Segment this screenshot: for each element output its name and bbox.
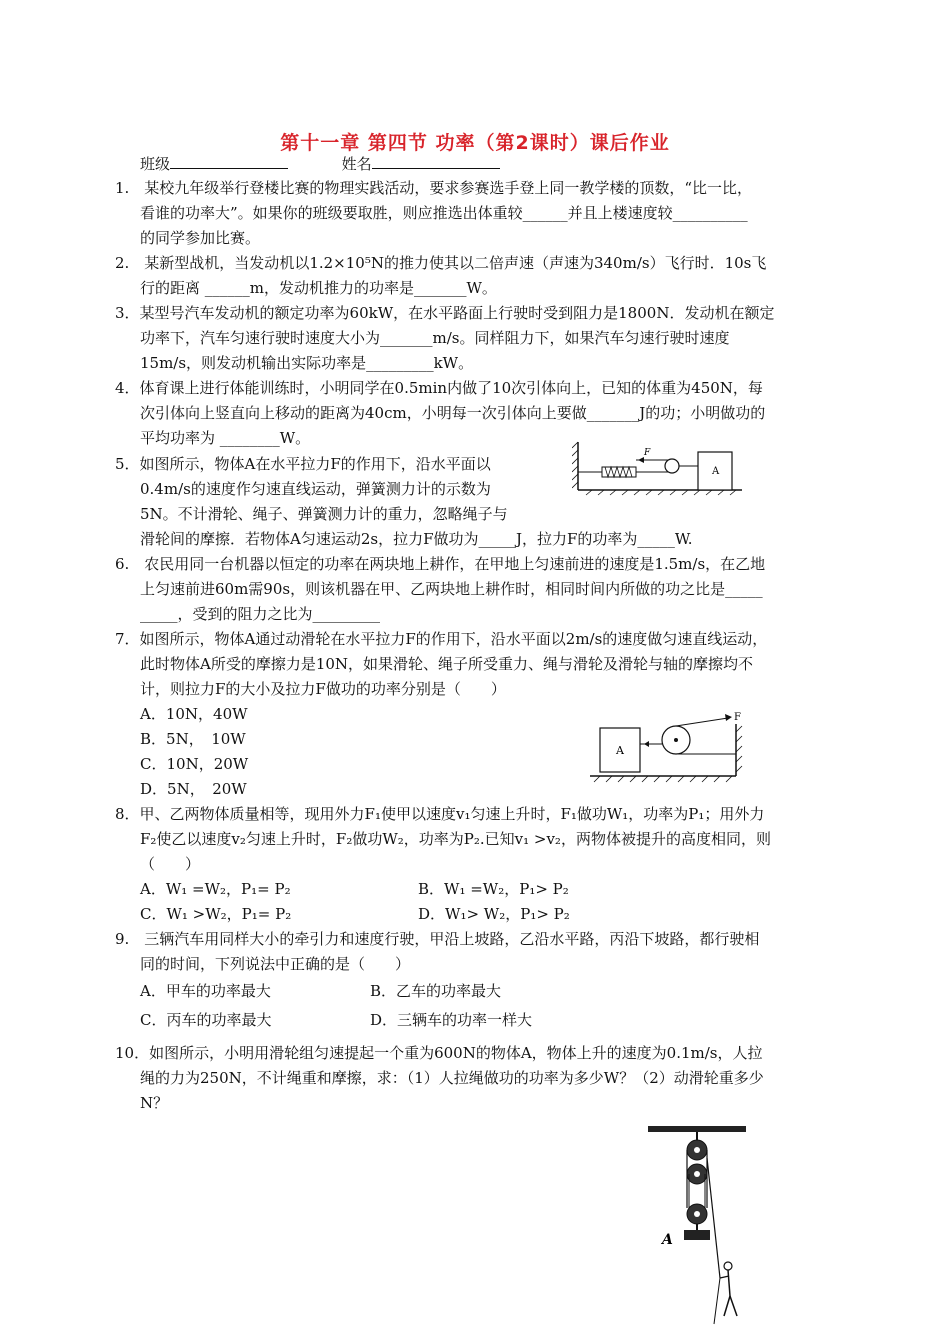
- q7-option-a[interactable]: A．10N，40W: [140, 705, 248, 723]
- page-title: 第十一章 第四节 功率（第2课时）课后作业: [280, 132, 670, 154]
- q8-line2: F₂使乙以速度v₂匀速上升时，F₂做功W₂，功率为P₂.已知v₁ >v₂，两物体被提升的高度相同，则: [140, 830, 771, 848]
- q7-line3: 计，则拉力F的大小及拉力F做功的功率分别是（ ）: [140, 680, 506, 698]
- q1-line1: 1. 某校九年级举行登楼比赛的物理实践活动，要求参赛选手登上同一教学楼的顶数，“比一比，: [115, 179, 752, 197]
- q5-line1: 5．如图所示，物体A在水平拉力F的作用下，沿水平面以: [115, 455, 491, 473]
- q8-option-b[interactable]: B．W₁ =W₂，P₁> P₂: [418, 880, 569, 898]
- movable-pulley-axle: [694, 1211, 700, 1217]
- name-blank[interactable]: [372, 154, 500, 169]
- fixed-pulley-top-axle: [694, 1147, 700, 1153]
- ceiling-beam: [648, 1126, 746, 1132]
- q3-line3: 15m/s，则发动机输出实际功率是_________kW。: [140, 354, 474, 372]
- load-a: [684, 1230, 710, 1240]
- fig-label-a: A: [616, 744, 624, 757]
- person-leg-right: [730, 1296, 737, 1316]
- q10-line3: N？: [140, 1094, 169, 1112]
- q4-line2: 次引体向上竖直向上移动的距离为40cm，小明每一次引体向上要做_______J的功；小明做功的: [140, 404, 766, 422]
- name-label: 姓名: [341, 155, 372, 173]
- q4-line3: 平均功率为 ________W。: [140, 429, 311, 447]
- q9-option-c[interactable]: C．丙车的功率最大: [140, 1011, 272, 1029]
- q9-option-a[interactable]: A．甲车的功率最大: [140, 982, 271, 1000]
- pulley: [665, 459, 679, 473]
- person-body: [728, 1270, 730, 1296]
- q9-line2: 同的时间，下列说法中正确的是（ ）: [140, 955, 411, 973]
- q2-line1: 2. 某新型战机，当发动机以1.2×10⁵N的推力使其以二倍声速（声速为340m/s）飞行时．10s飞: [115, 254, 767, 272]
- class-blank[interactable]: [170, 154, 288, 169]
- q6-line1: 6. 农民用同一台机器以恒定的功率在两块地上耕作，在甲地上匀速前进的速度是1.5m/s，在乙地: [115, 555, 766, 573]
- person-arm: [720, 1276, 729, 1278]
- q8-option-a[interactable]: A．W₁ =W₂，P₁= P₂: [140, 880, 291, 898]
- q7-line2: 此时物体A所受的摩擦力是10N，如果滑轮、绳子所受重力、绳与滑轮及滑轮与轴的摩擦均不: [140, 655, 754, 673]
- q7-option-c[interactable]: C．10N，20W: [140, 755, 249, 773]
- q8-line1: 8．甲、乙两物体质量相等，现用外力F₁使甲以速度v₁匀速上升时，F₁做功W₁，功率为P₁；用外力: [115, 805, 765, 823]
- wall-hatch: [572, 442, 578, 488]
- q5-line3: 5N。不计滑轮、绳子、弹簧测力计的重力，忽略绳子与: [140, 505, 508, 523]
- q3-line2: 功率下，汽车匀速行驶时速度大小为_______m/s。同样阻力下，如果汽车匀速行驶时速度: [140, 329, 730, 347]
- spring-pulley-figure: [572, 440, 747, 496]
- q4-line1: 4．体育课上进行体能训练时，小明同学在0.5min内做了10次引体向上，已知的体重为450N，每: [115, 379, 763, 397]
- q6-line3: _____，受到的阻力之比为_________: [140, 605, 381, 623]
- q6-line2: 上匀速前进60m需90s，则该机器在甲、乙两块地上耕作时，相同时间内所做的功之比是_____: [140, 580, 763, 598]
- q1-line3: 的同学参加比赛。: [140, 229, 261, 247]
- q9-line1: 9. 三辆汽车用同样大小的牵引力和速度行驶，甲沿上坡路，乙沿水平路，丙沿下坡路，都行驶相: [115, 930, 760, 948]
- q9-option-d[interactable]: D．三辆车的功率一样大: [370, 1011, 533, 1029]
- q7-line1: 7．如图所示，物体A通过动滑轮在水平拉力F的作用下，沿水平面以2m/s的速度做匀速直线运动，: [115, 630, 768, 648]
- q1-line2: 看谁的功率大”。如果你的班级要取胜，则应推选出体重较______并且上楼速度较__________: [140, 204, 748, 222]
- ground-hatch: [594, 776, 732, 782]
- rope-end: [714, 1278, 720, 1324]
- q5-line2: 0.4m/s的速度作匀速直线运动，弹簧测力计的示数为: [140, 480, 491, 498]
- q7-option-d[interactable]: D．5N， 20W: [140, 780, 247, 798]
- friction-arrowhead: [644, 741, 649, 747]
- class-label: 班级: [140, 155, 171, 173]
- q8-option-c[interactable]: C．W₁ >W₂，P₁= P₂: [140, 905, 292, 923]
- q2-line2: 行的距离 ______m，发动机推力的功率是_______W。: [140, 279, 497, 297]
- pulley-block-figure: [640, 1118, 752, 1334]
- q10-line2: 绳的力为250N，不计绳重和摩擦，求：（1）人拉绳做功的功率为多少W？（2）动滑轮重多少: [140, 1069, 764, 1087]
- q8-line3: （ ）: [140, 855, 201, 873]
- class-name-line: [140, 154, 500, 174]
- person-head: [724, 1262, 732, 1270]
- q8-option-d[interactable]: D．W₁> W₂，P₁> P₂: [418, 905, 570, 923]
- q3-line1: 3．某型号汽车发动机的额定功率为60kW，在水平路面上行驶时受到阻力是1800N．发动机在额定: [115, 304, 775, 322]
- pull-rope: [676, 718, 728, 726]
- fig-label-a: A: [662, 1232, 673, 1248]
- movable-pulley-figure: [586, 710, 750, 784]
- pull-arrowhead: [725, 714, 732, 721]
- fig-label-f: F: [734, 712, 741, 723]
- fig-label-a: A: [712, 466, 720, 477]
- q5-line4: 滑轮间的摩擦．若物体A匀速运动2s，拉力F做功为_____J，拉力F的功率为_____W.: [140, 530, 693, 548]
- wall-hatch: [736, 726, 742, 772]
- q10-line1: 10．如图所示，小明用滑轮组匀速提起一个重为600N的物体A，物体上升的速度为0.1m/s，人拉: [115, 1044, 763, 1062]
- pulley-axle: [674, 738, 678, 742]
- person-leg-left: [724, 1296, 730, 1316]
- fig-label-f: F: [644, 448, 651, 458]
- pull-rope: [707, 1158, 720, 1278]
- fixed-pulley-bottom-axle: [694, 1171, 700, 1177]
- q7-option-b[interactable]: B．5N， 10W: [140, 730, 246, 748]
- q9-option-b[interactable]: B．乙车的功率最大: [370, 982, 502, 1000]
